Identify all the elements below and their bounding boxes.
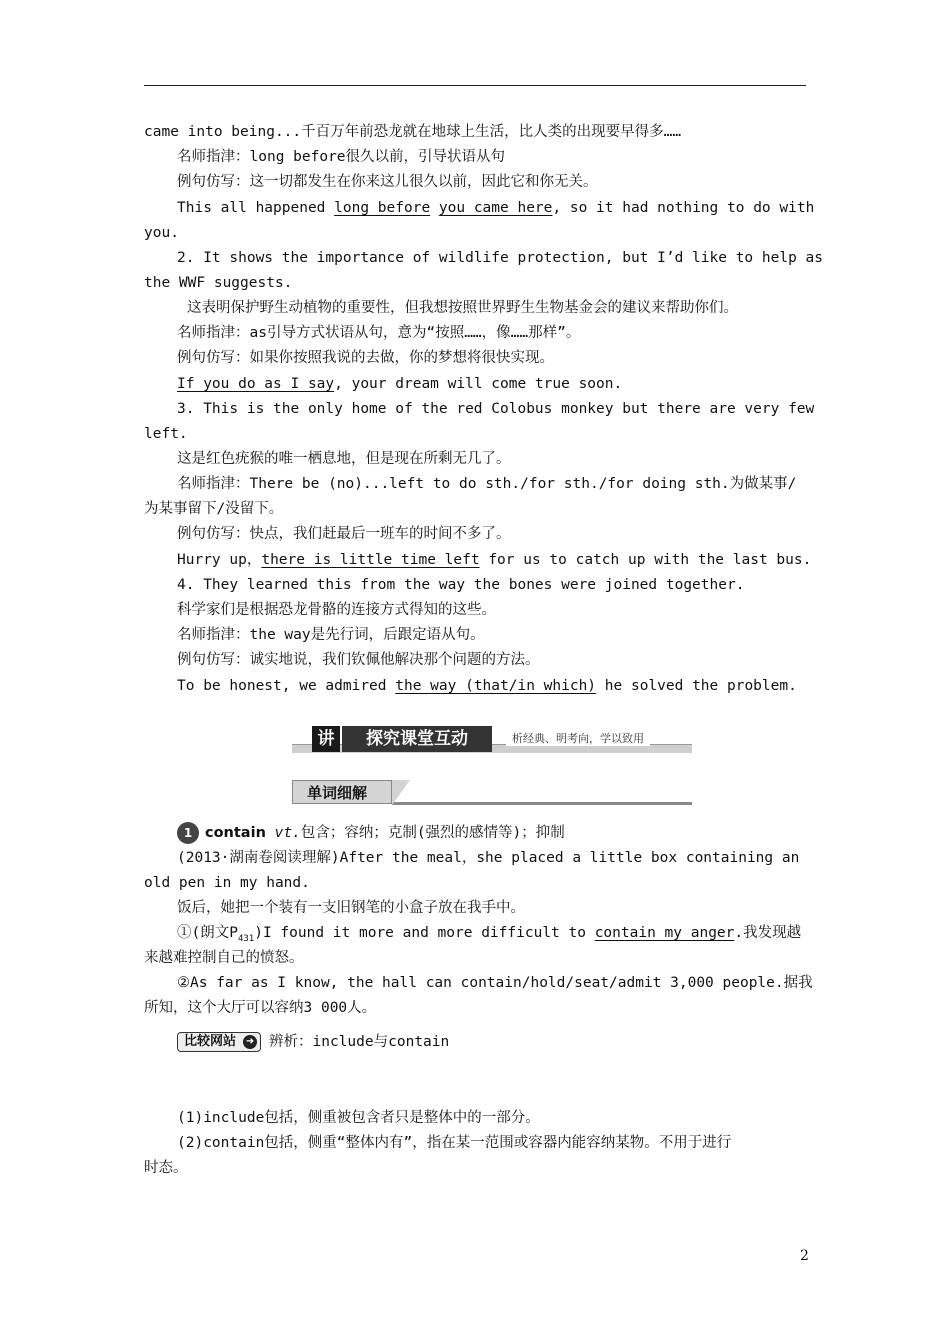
meaning: 包含；容纳；克制(强烈的感情等)；抑制: [300, 825, 565, 841]
text-line: 例句仿写：这一切都发生在你来这儿很久以前，因此它和你无关。: [177, 174, 598, 190]
text-span: [430, 200, 439, 216]
text-line: 例句仿写：快点，我们赶最后一班车的时间不多了。: [177, 526, 511, 542]
text-line: 为某事留下/没留下。: [144, 501, 284, 517]
text-span: , so it had nothing to do with: [552, 200, 815, 216]
text-span: he solved the problem.: [596, 678, 797, 694]
page-number: 2: [800, 1248, 809, 1264]
part-of-speech: vt.: [274, 825, 301, 841]
underlined-answer: If you do as I say: [177, 376, 335, 392]
text-span: ①(朗文P: [177, 925, 238, 941]
text-line: 2. It shows the importance of wildlife protection, but I’d like to help as: [177, 250, 824, 266]
text-line: 例句仿写：诚实地说，我们钦佩他解决那个问题的方法。: [177, 652, 540, 668]
underlined-answer: contain my anger: [594, 925, 735, 941]
text-span: To be honest, we admired: [177, 678, 396, 694]
underlined-answer: long before: [334, 200, 431, 216]
subhead-rule: [392, 802, 692, 805]
entry-headline: [177, 822, 565, 844]
arrow-right-icon: ➜: [243, 1035, 257, 1049]
text-line: 4. They learned this from the way the bones were joined together.: [177, 577, 745, 593]
underlined-answer: you came here: [438, 200, 553, 216]
compare-text: 辨析：include与contain: [269, 1034, 450, 1050]
compare-badge: [177, 1032, 261, 1052]
text-line: left.: [144, 426, 188, 442]
text-line: 时态。: [144, 1160, 188, 1176]
subhead-tab-corner: [392, 780, 410, 805]
text-line: 名师指津：long before很久以前，引导状语从句: [177, 149, 506, 165]
text-line: 这是红色疣猴的唯一栖息地，但是现在所剩无几了。: [177, 451, 511, 467]
text-line: [177, 676, 797, 696]
compare-label: 比较网站: [184, 1034, 237, 1049]
text-line: (2)contain包括，侧重“整体内有”，指在某一范围或容器内能容纳某物。不用于进行: [177, 1135, 732, 1151]
text-line: 所知，这个大厅可以容纳3 000人。: [144, 1000, 377, 1016]
text-line: (2013·湖南卷阅读理解)After the meal，she placed a little box containing an: [177, 850, 800, 866]
compare-line: [177, 1032, 449, 1052]
text-line: 名师指津：the way是先行词，后跟定语从句。: [177, 627, 485, 643]
text-line: 3. This is the only home of the red Colobus monkey but there are very few: [177, 401, 815, 417]
banner-key: 讲: [312, 726, 340, 752]
text-line: [177, 923, 801, 949]
headword: contain: [205, 825, 266, 841]
text-line: [177, 550, 811, 570]
text-line: 例句仿写：如果你按照我说的去做，你的梦想将很快实现。: [177, 350, 554, 366]
header-rule: [144, 85, 806, 86]
banner-subtitle: 析经典、明考向，学以致用: [506, 730, 650, 746]
text-line: ②As far as I know, the hall can contain/hold/seat/admit 3,000 people.据我: [177, 975, 813, 991]
text-line: the WWF suggests.: [144, 275, 293, 291]
text-span: , your dream will come true soon.: [334, 376, 623, 392]
text-span: Hurry up，: [177, 552, 262, 568]
subhead-tab: 单词细解: [292, 780, 392, 804]
banner-title: 探究课堂互动: [342, 726, 492, 752]
subsection-heading: [292, 780, 692, 806]
text-line: [177, 374, 622, 394]
text-span: .我发现越: [734, 925, 802, 941]
text-span: )I found it more and more difficult to: [254, 925, 595, 941]
text-span: for us to catch up with the last bus.: [479, 552, 812, 568]
text-span: This all happened: [177, 200, 335, 216]
text-line: old pen in my hand.: [144, 875, 310, 891]
text-line: 饭后，她把一个装有一支旧钢笔的小盒子放在我手中。: [177, 900, 525, 916]
section-banner: [292, 724, 692, 754]
entry-number-badge: 1: [177, 822, 199, 844]
text-line: (1)include包括，侧重被包含者只是整体中的一部分。: [177, 1110, 540, 1126]
text-line: 科学家们是根据恐龙骨骼的连接方式得知的这些。: [177, 602, 496, 618]
text-line: came into being...千百万年前恐龙就在地球上生活，比人类的出现要早得多……: [144, 124, 682, 140]
text-line: 名师指津：There be (no)...left to do sth./for sth./for doing sth.为做某事/: [177, 476, 797, 492]
page-reference: 431: [237, 933, 255, 944]
text-line: 来越难控制自己的愤怒。: [144, 950, 304, 966]
underlined-answer: there is little time left: [261, 552, 480, 568]
text-line: 这表明保护野生动植物的重要性，但我想按照世界野生生物基金会的建议来帮助你们。: [187, 300, 738, 316]
text-line: you.: [144, 225, 179, 241]
text-line: 名师指津：as引导方式状语从句，意为“按照……，像……那样”。: [177, 325, 581, 341]
underlined-answer: the way (that/in which): [395, 678, 597, 694]
text-line: [177, 198, 814, 218]
